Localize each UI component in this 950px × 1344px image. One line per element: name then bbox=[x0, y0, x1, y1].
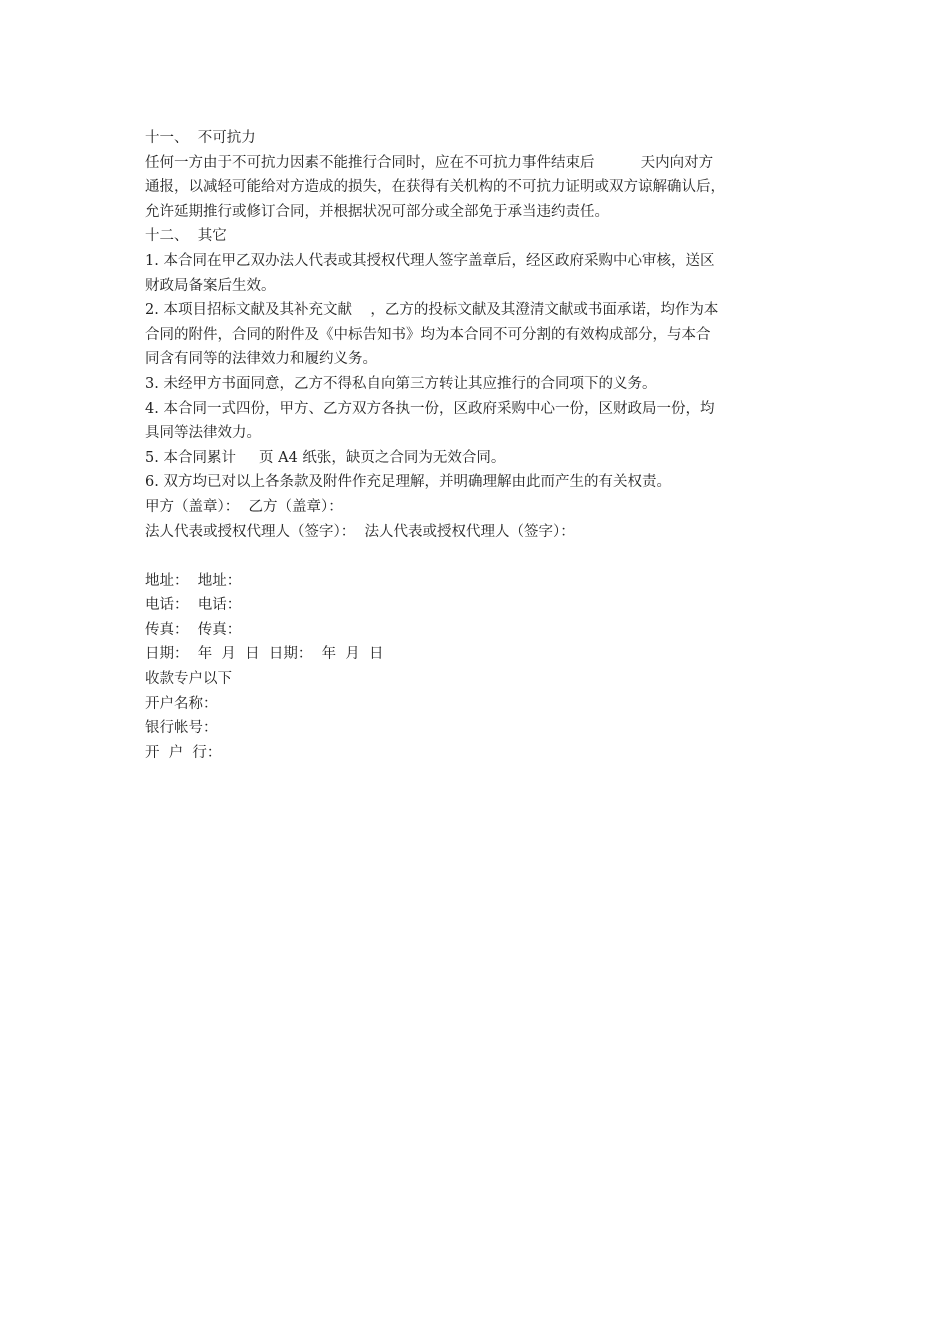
clause-6-line: 6. 双方均已对以上各条款及附件作充足理解，并明确理解由此而产生的有关权责。 bbox=[145, 474, 671, 491]
fax-line: 传真： 传真： bbox=[145, 621, 242, 638]
seal-line: 甲方（盖章）： 乙方（盖章）： bbox=[145, 498, 343, 515]
clause-3-line: 3. 未经甲方书面同意，乙方不得私自向第三方转让其应推行的合同项下的义务。 bbox=[145, 375, 657, 392]
phone-line: 电话： 电话： bbox=[145, 597, 242, 614]
clause-1-line: 1. 本合同在甲乙双办法人代表或其授权代理人签字盖章后，经区政府采购中心审核，送区 bbox=[145, 252, 715, 269]
clause-5-line: 5. 本合同累计 页 A4 纸张，缺页之合同为无效合同。 bbox=[145, 449, 506, 466]
clause-4-line: 4. 本合同一式四份，甲方、乙方双方各执一份，区政府采购中心一份，区财政局一份，均 bbox=[145, 400, 715, 417]
date-line: 日期： 年 月 日 日期： 年 月 日 bbox=[145, 646, 384, 663]
section-heading-force-majeure: 十一、 不可抗力 bbox=[145, 130, 256, 146]
clause-4-line: 具同等法律效力。 bbox=[145, 425, 261, 442]
clause-2-line: 同含有同等的法律效力和履约义务。 bbox=[145, 351, 377, 368]
account-number-line: 银行帐号： bbox=[145, 720, 218, 737]
contract-page bbox=[145, 126, 810, 765]
representative-line: 法人代表或授权代理人（签字）： 法人代表或授权代理人（签字）： bbox=[145, 523, 575, 540]
paragraph-line: 允许延期推行或修订合同，并根据状况可部分或全部免于承当违约责任。 bbox=[145, 203, 609, 220]
paragraph-line: 任何一方由于不可抗力因素不能推行合同时，应在不可抗力事件结束后 天内向对方 bbox=[145, 154, 714, 171]
bank-intro: 收款专户以下 bbox=[145, 671, 232, 688]
account-name-line: 开户名称： bbox=[145, 695, 218, 712]
clause-2-line: 2. 本项目招标文献及其补充文献 ，乙方的投标文献及其澄清文献或书面承诺，均作为本 bbox=[145, 302, 719, 319]
address-line: 地址： 地址： bbox=[145, 572, 242, 589]
bank-name-line: 开 户 行： bbox=[145, 744, 222, 761]
blank-line bbox=[145, 544, 810, 569]
section-heading-other: 十二、 其它 bbox=[145, 228, 227, 245]
clause-1-line: 财政局备案后生效。 bbox=[145, 277, 276, 294]
paragraph-line: 通报，以减轻可能给对方造成的损失，在获得有关机构的不可抗力证明或双方谅解确认后， bbox=[145, 179, 725, 196]
clause-2-line: 合同的附件，合同的附件及《中标告知书》均为本合同不可分割的有效构成部分，与本合 bbox=[145, 326, 711, 343]
